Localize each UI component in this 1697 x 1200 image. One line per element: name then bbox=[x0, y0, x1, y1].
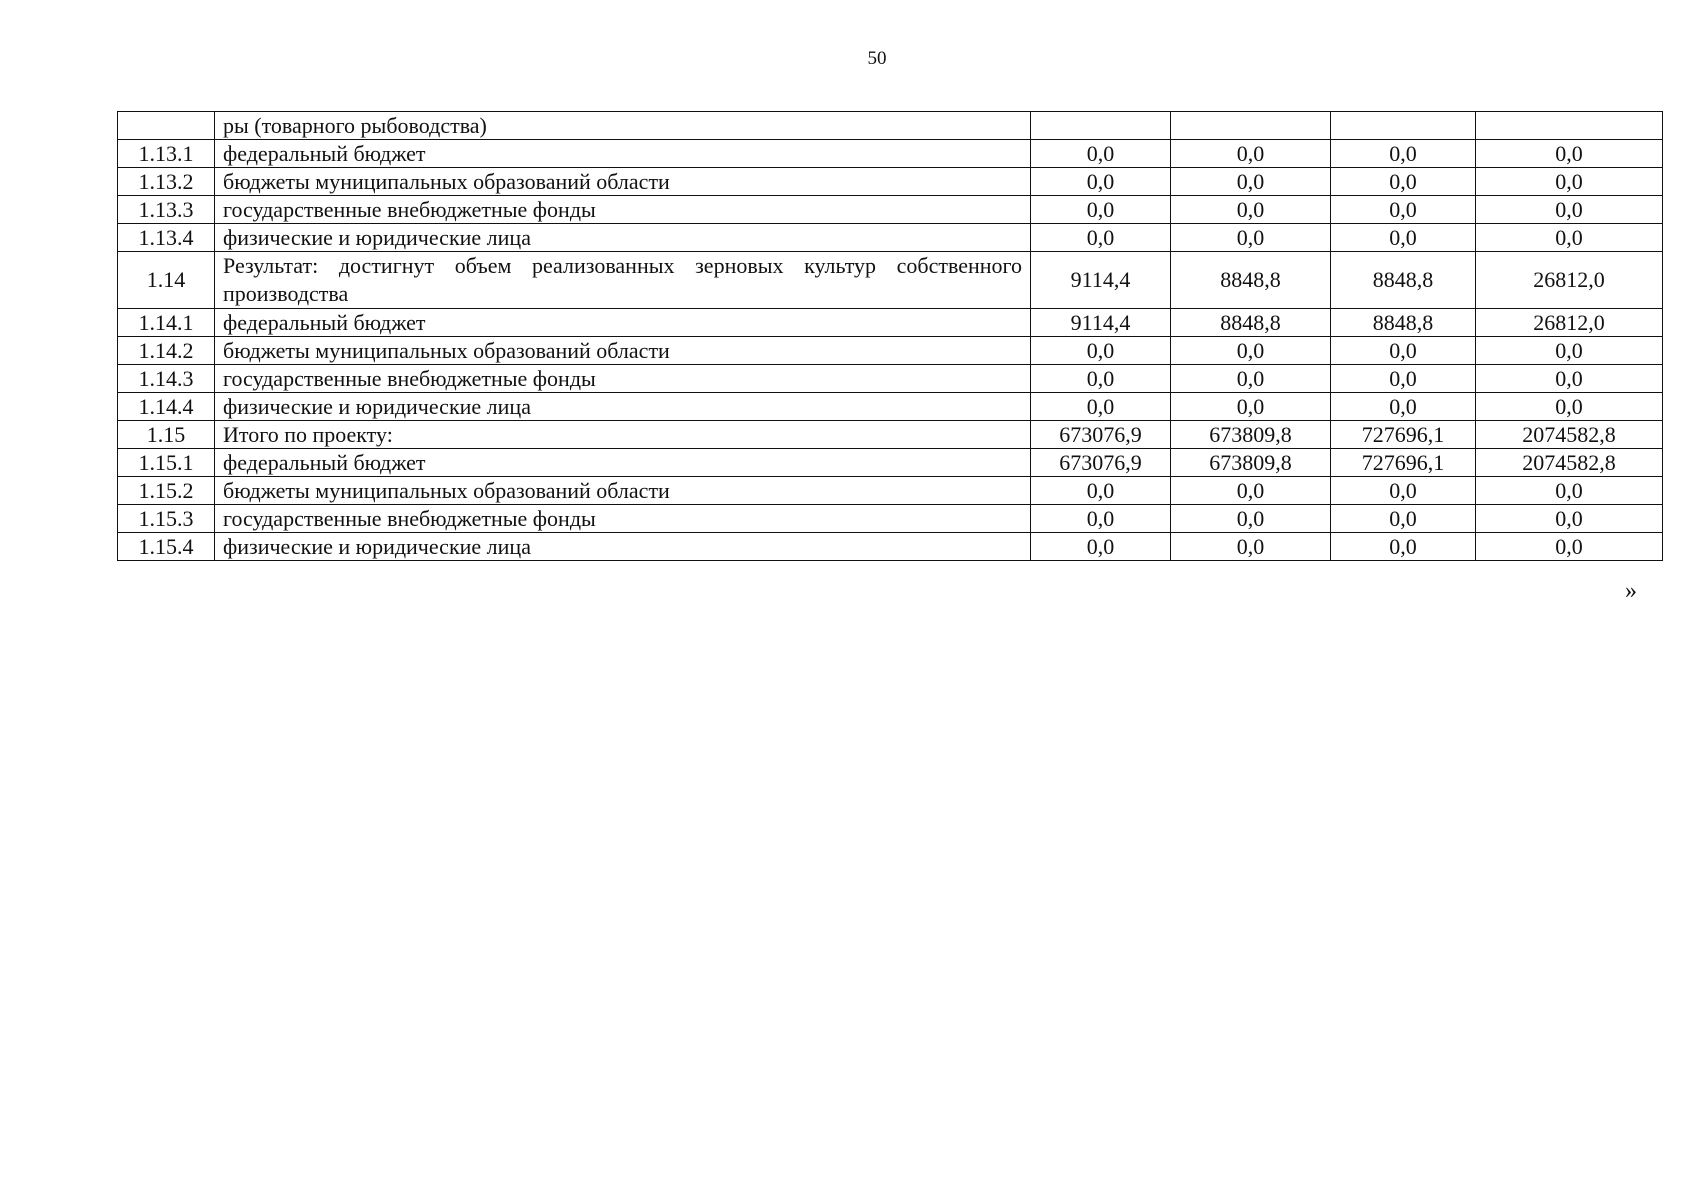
value-year-3: 8848,8 bbox=[1331, 252, 1476, 309]
table-row bbox=[118, 449, 1663, 477]
row-name: бюджеты муниципальных образований области bbox=[215, 337, 1031, 365]
value-year-2: 0,0 bbox=[1171, 196, 1331, 224]
value-year-3: 727696,1 bbox=[1331, 421, 1476, 449]
table-row-total bbox=[118, 421, 1663, 449]
value-year-3: 0,0 bbox=[1331, 393, 1476, 421]
row-code: 1.14.2 bbox=[118, 337, 215, 365]
row-code: 1.15.3 bbox=[118, 505, 215, 533]
value-total: 2074582,8 bbox=[1476, 421, 1663, 449]
value-year-1: 673076,9 bbox=[1031, 421, 1171, 449]
value-total: 0,0 bbox=[1476, 168, 1663, 196]
value-year-3: 0,0 bbox=[1331, 140, 1476, 168]
table-row bbox=[118, 196, 1663, 224]
value-year-1: 0,0 bbox=[1031, 477, 1171, 505]
value-year-1: 0,0 bbox=[1031, 337, 1171, 365]
value-total: 0,0 bbox=[1476, 393, 1663, 421]
value-year-2: 673809,8 bbox=[1171, 421, 1331, 449]
value-year-2: 0,0 bbox=[1171, 365, 1331, 393]
table-row bbox=[118, 337, 1663, 365]
row-name: бюджеты муниципальных образований области bbox=[215, 168, 1031, 196]
value-year-3: 8848,8 bbox=[1331, 309, 1476, 337]
value-year-2: 0,0 bbox=[1171, 140, 1331, 168]
value-year-2: 0,0 bbox=[1171, 224, 1331, 252]
value-year-3: 0,0 bbox=[1331, 505, 1476, 533]
value-total: 26812,0 bbox=[1476, 252, 1663, 309]
value-year-2: 8848,8 bbox=[1171, 309, 1331, 337]
table-row bbox=[118, 505, 1663, 533]
table-row bbox=[118, 533, 1663, 561]
row-code: 1.15.2 bbox=[118, 477, 215, 505]
value-year-1: 0,0 bbox=[1031, 533, 1171, 561]
row-code: 1.13.3 bbox=[118, 196, 215, 224]
row-name: физические и юридические лица bbox=[215, 533, 1031, 561]
row-code: 1.13.4 bbox=[118, 224, 215, 252]
value-year-3 bbox=[1331, 112, 1476, 140]
table-row bbox=[118, 477, 1663, 505]
value-total: 0,0 bbox=[1476, 477, 1663, 505]
table-row bbox=[118, 309, 1663, 337]
value-total: 2074582,8 bbox=[1476, 449, 1663, 477]
row-code: 1.14 bbox=[118, 252, 215, 309]
row-code: 1.15.4 bbox=[118, 533, 215, 561]
row-name: ры (товарного рыбоводства) bbox=[215, 112, 1031, 140]
table-row bbox=[118, 140, 1663, 168]
row-code: 1.13.2 bbox=[118, 168, 215, 196]
value-year-2: 0,0 bbox=[1171, 533, 1331, 561]
row-name: государственные внебюджетные фонды bbox=[215, 505, 1031, 533]
value-year-2: 0,0 bbox=[1171, 168, 1331, 196]
value-total: 0,0 bbox=[1476, 533, 1663, 561]
value-year-3: 0,0 bbox=[1331, 196, 1476, 224]
value-year-1: 9114,4 bbox=[1031, 309, 1171, 337]
value-year-1: 0,0 bbox=[1031, 140, 1171, 168]
value-year-2 bbox=[1171, 112, 1331, 140]
value-total: 0,0 bbox=[1476, 196, 1663, 224]
value-year-3: 0,0 bbox=[1331, 533, 1476, 561]
value-year-1: 673076,9 bbox=[1031, 449, 1171, 477]
value-year-3: 0,0 bbox=[1331, 168, 1476, 196]
table-row bbox=[118, 112, 1663, 140]
row-code bbox=[118, 112, 215, 140]
value-total: 0,0 bbox=[1476, 505, 1663, 533]
value-year-2: 673809,8 bbox=[1171, 449, 1331, 477]
budget-table bbox=[117, 111, 1663, 561]
value-total: 0,0 bbox=[1476, 365, 1663, 393]
row-code: 1.13.1 bbox=[118, 140, 215, 168]
value-total: 0,0 bbox=[1476, 224, 1663, 252]
row-code: 1.14.1 bbox=[118, 309, 215, 337]
page-number: 50 bbox=[867, 48, 887, 69]
value-year-1: 0,0 bbox=[1031, 393, 1171, 421]
row-name: федеральный бюджет bbox=[215, 140, 1031, 168]
row-name: государственные внебюджетные фонды bbox=[215, 196, 1031, 224]
row-code: 1.14.4 bbox=[118, 393, 215, 421]
value-total: 26812,0 bbox=[1476, 309, 1663, 337]
row-code: 1.15 bbox=[118, 421, 215, 449]
row-name: физические и юридические лица bbox=[215, 393, 1031, 421]
value-year-3: 727696,1 bbox=[1331, 449, 1476, 477]
value-total bbox=[1476, 112, 1663, 140]
table-row bbox=[118, 365, 1663, 393]
value-year-1: 0,0 bbox=[1031, 224, 1171, 252]
row-name: государственные внебюджетные фонды bbox=[215, 365, 1031, 393]
value-year-2: 8848,8 bbox=[1171, 252, 1331, 309]
value-year-2: 0,0 bbox=[1171, 337, 1331, 365]
value-year-1: 0,0 bbox=[1031, 505, 1171, 533]
value-year-3: 0,0 bbox=[1331, 224, 1476, 252]
table-row-result bbox=[118, 252, 1663, 309]
value-year-2: 0,0 bbox=[1171, 505, 1331, 533]
row-code: 1.14.3 bbox=[118, 365, 215, 393]
row-name: физические и юридические лица bbox=[215, 224, 1031, 252]
row-code: 1.15.1 bbox=[118, 449, 215, 477]
value-year-1 bbox=[1031, 112, 1171, 140]
value-year-3: 0,0 bbox=[1331, 365, 1476, 393]
value-year-2: 0,0 bbox=[1171, 477, 1331, 505]
row-name: федеральный бюджет bbox=[215, 309, 1031, 337]
value-total: 0,0 bbox=[1476, 140, 1663, 168]
row-name: Результат: достигнут объем реализованных зерновых культур собственного производства bbox=[215, 252, 1031, 309]
table-row bbox=[118, 224, 1663, 252]
row-name: бюджеты муниципальных образований области bbox=[215, 477, 1031, 505]
value-year-1: 0,0 bbox=[1031, 168, 1171, 196]
value-total: 0,0 bbox=[1476, 337, 1663, 365]
row-name: федеральный бюджет bbox=[215, 449, 1031, 477]
closing-quote-mark: » bbox=[1625, 578, 1637, 604]
table-row bbox=[118, 168, 1663, 196]
value-year-1: 0,0 bbox=[1031, 365, 1171, 393]
value-year-2: 0,0 bbox=[1171, 393, 1331, 421]
row-name: Итого по проекту: bbox=[215, 421, 1031, 449]
value-year-3: 0,0 bbox=[1331, 477, 1476, 505]
table-row bbox=[118, 393, 1663, 421]
value-year-1: 9114,4 bbox=[1031, 252, 1171, 309]
value-year-1: 0,0 bbox=[1031, 196, 1171, 224]
value-year-3: 0,0 bbox=[1331, 337, 1476, 365]
